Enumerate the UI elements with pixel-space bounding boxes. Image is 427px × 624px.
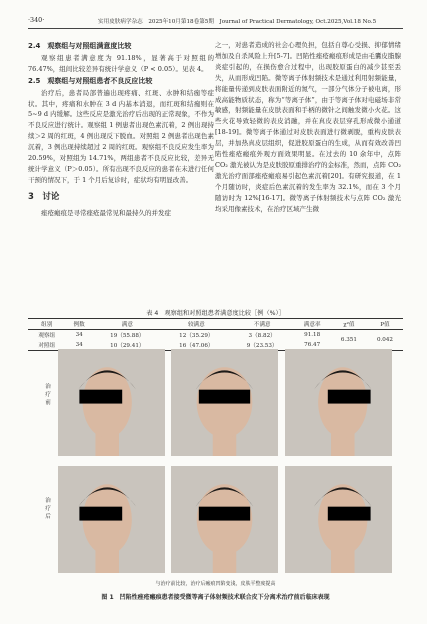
table-header-row <box>28 319 403 330</box>
photo-before-right <box>285 349 392 456</box>
running-header <box>28 14 403 29</box>
table-row <box>28 330 403 341</box>
eye-privacy-bar <box>328 390 371 404</box>
eye-privacy-bar <box>79 507 122 521</box>
discussion-paragraph: 之一，对患者造成的社会心理负担，包括自尊心受损、抑郁情绪增加及自杀风险上升[5-7]。凹陷性痤疮瘢痕形成是由毛囊皮脂腺炎症引起的，在损伤愈合过程中，出现胶原蛋白的减少甚至丢失，从而形成凹陷。微等离子体射频技术是通过利用射频能量，将能量传递到皮肤表面附近的氮气，一部分气体分子被电离，形成高能物质状态，称为“等离子体”，由于等离子体对电磁场非常敏感，射频能量在皮肤表面和手柄的微针之间触发微小火花。这些火花导致轻微的表皮消融，并在真皮表层穿孔形成微小通道[18-19]。微等离子体通过对皮肤表面进行微剥脱，重构皮肤表层，并加热真皮层组织，促进胶原蛋白的生成，从而有效改善凹陷性痤疮瘢痕外观方面效果明显。在过去的 10 余年中，点阵 CO₂ 激光被认为是皮肤胶原重排治疗的金标准，然而，点阵 CO₂ 激光治疗面部痤疮瘢痕易引起色素沉着[20]。有研究报道，在 1 个月随访时，炎症后色素沉着的发生率为 32.1%，而在 3 个月随访时为 12%[16-17]。微等离子体射频技术与点阵 CO₂ 激光均采用像素技术，在治疗区域产生微 <box>215 41 401 213</box>
cell-cases: 34 <box>75 332 83 338</box>
header-cases: 例数 <box>73 322 85 328</box>
cell-cases: 34 <box>75 342 83 348</box>
header-satisfied: 满意 <box>121 322 133 328</box>
eye-privacy-bar <box>79 390 122 404</box>
photo-before-front <box>171 349 278 456</box>
cell-fairly-satisfied: 12（35.29） <box>179 333 214 339</box>
page-number: ·340· <box>28 16 45 24</box>
face-photo-svg <box>171 349 278 456</box>
section-2-4-text: 观察组患者满意度为 91.18%，显著高于对照组的 76.47%，组间比较差异有统计学意义（P < 0.05）。见表 4。 <box>28 53 214 73</box>
section-2-5-text: 治疗后，患者局部普遍出现疼痛、红斑、水肿和结痂等症状。其中，疼痛和水肿在 3 d 内基本消退，而红斑和结痂则在 5~9 d 内缓解。这些反应是激光治疗后出现的正常现象，不作为不良反应进行统计。观察组 1 例患者出现色素沉着，2 例出现持续＞2 周的红斑，4 例出现反下脱血。对照组 2 例患者出现色素沉着，3 例出现持续超过 2 周的红斑。观察组不良反应发生率为 20.59%，对照组为 14.71%，两组患者不良反应比较，差异无统计学意义（P＞0.05）。所有出现不良反应的患者在未进行任何干预的情况下，于 1 个月后复诊时，症状均有明显改善。 <box>28 88 214 184</box>
cell-satisfied: 10（29.41） <box>110 343 145 349</box>
label-before-treatment: 治疗前 <box>45 384 51 406</box>
header-fairly-satisfied: 较满意 <box>187 322 205 328</box>
photo-after-front <box>171 466 278 573</box>
figure-note: 与治疗前比较，治疗后瘢痕凹陷变浅，皮肤平整度提高 <box>155 581 276 587</box>
face-photo-svg <box>58 349 165 456</box>
label-after-treatment: 治疗后 <box>45 498 51 520</box>
table-4-title: 表 4 观察组和对照组患者满意度比较［例（%）］ <box>146 310 285 317</box>
eye-privacy-bar <box>199 507 250 521</box>
figure-caption: 图 1 凹陷性痤疮瘢痕患者接受微等离子体射频技术联合皮下分离术治疗前后临床表现 <box>101 594 330 601</box>
face-photo-svg <box>285 349 392 456</box>
section-2-5-title: 2.5 观察组与对照组患者不良反应比较 <box>28 76 153 85</box>
header-chi2: χ²值 <box>343 322 355 328</box>
cell-group: 对照组 <box>38 343 56 349</box>
eye-privacy-bar <box>328 507 371 521</box>
eye-privacy-bar <box>199 390 250 404</box>
face-photo-svg <box>171 466 278 573</box>
cell-rate: 76.47 <box>304 342 321 348</box>
cell-satisfied: 19（55.88） <box>110 333 145 339</box>
section-3-title: 3 讨论 <box>28 191 60 202</box>
cell-group: 观察组 <box>38 333 56 339</box>
section-3-text: 痤疮瘢痕是寻常痤疮最常见和最持久的并发症 <box>41 208 171 217</box>
photo-after-right <box>285 466 392 573</box>
face-photo-svg <box>58 466 165 573</box>
header-unsatisfied: 不满意 <box>253 322 271 328</box>
header-group: 组别 <box>41 322 53 328</box>
left-column <box>28 40 214 219</box>
right-column <box>215 40 401 215</box>
cell-unsatisfied: 9（23.53） <box>246 343 278 349</box>
cell-chi2: 6.351 <box>340 337 357 343</box>
cell-unsatisfied: 3（8.82） <box>248 333 276 339</box>
section-2-4-title: 2.4 观察组与对照组满意度比较 <box>28 42 132 50</box>
table-4 <box>28 318 403 351</box>
cell-p: 0.042 <box>376 337 393 343</box>
header-satisfaction-rate: 满意率 <box>303 322 321 328</box>
journal-info: 实用皮肤病学杂志 2025年10月第18卷第5期 Journal of Practical Dermatology, Oct.2025,Vol.18 No.5 <box>98 19 377 25</box>
face-photo-svg <box>285 466 392 573</box>
header-p: P值 <box>380 322 390 328</box>
clinical-photos <box>58 349 392 575</box>
cell-rate: 91.18 <box>304 332 321 338</box>
cell-fairly-satisfied: 16（47.06） <box>179 343 214 349</box>
photo-before-left <box>58 349 165 456</box>
photo-after-left <box>58 466 165 573</box>
